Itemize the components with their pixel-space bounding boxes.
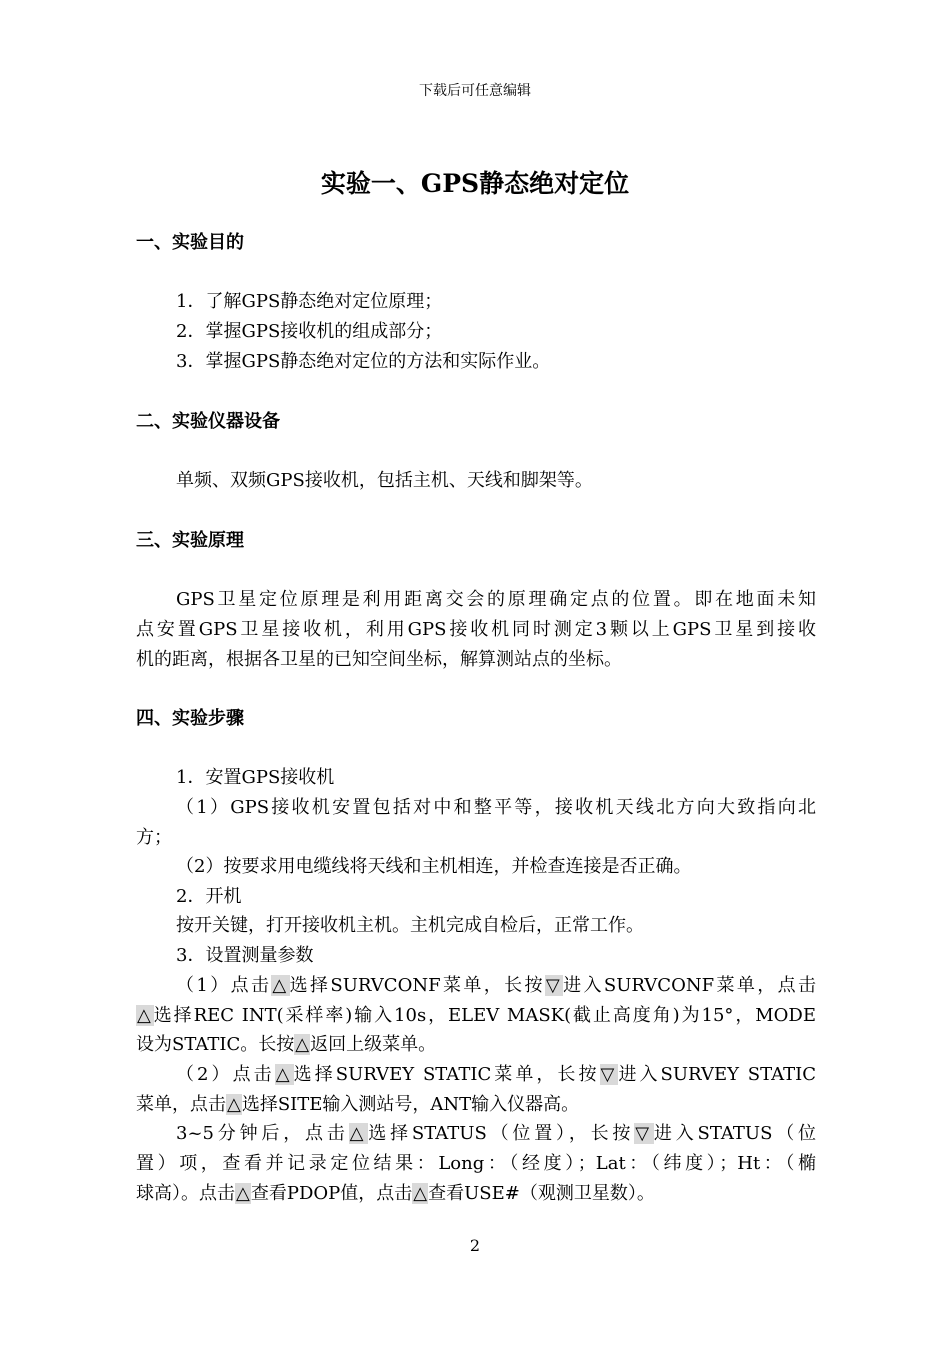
step1-title: 1．安置GPS接收机 [176, 767, 335, 788]
text-run: 进入STATUS（位 [653, 1123, 817, 1144]
triangle-up-icon: △ [413, 1183, 428, 1204]
text-run: 查看PDOP值，点击 [250, 1183, 413, 1204]
text-run: 选择SITE输入测站号，ANT输入仪器高。 [241, 1094, 580, 1115]
section-heading-principle: 三、实验原理 [136, 530, 244, 551]
page-title: 实验一、GPS静态绝对定位 [320, 169, 630, 198]
step3-p2-line1 [176, 1063, 816, 1087]
equipment-text: 单频、双频GPS接收机，包括主机、天线和脚架等。 [176, 470, 593, 491]
text-run: 选择REC INT(采样率)输入10s，ELEV MASK(截止高度角)为15°，MODE [153, 1005, 817, 1026]
triangle-up-icon: △ [137, 1005, 153, 1026]
text-run: （2）点击 [176, 1064, 275, 1085]
text-run: （1）点击 [176, 975, 272, 996]
step3-p3-line1 [176, 1122, 816, 1146]
triangle-up-icon: △ [272, 975, 289, 996]
step3-p3-line3 [136, 1182, 816, 1206]
step3-p1-line1 [176, 974, 816, 998]
step1-a-line1: （1）GPS接收机安置包括对中和整平等，接收机天线北方向大致指向北 [176, 797, 816, 818]
purpose-item-2: 2．掌握GPS接收机的组成部分； [176, 321, 443, 342]
page-number: 2 [469, 1236, 481, 1255]
text-run: 返回上级菜单。 [310, 1034, 437, 1055]
step3-p3-line2: 置）项，查看并记录定位结果：Long：（经度）；Lat：（纬度）；Ht：（椭 [136, 1153, 816, 1174]
triangle-up-icon: △ [236, 1183, 250, 1204]
triangle-up-icon: △ [275, 1064, 293, 1085]
section-heading-purpose: 一、实验目的 [136, 232, 244, 253]
step3-p1-line2 [136, 1004, 816, 1028]
text-run: 球高）。点击 [136, 1183, 235, 1204]
step1-b: （2）按要求用电缆线将天线和主机相连，并检查连接是否正确。 [176, 856, 692, 877]
text-run: 进入SURVCONF菜单，点击 [563, 975, 817, 996]
principle-line-1: GPS卫星定位原理是利用距离交会的原理确定点的位置。即在地面未知 [176, 589, 816, 610]
text-run: 3~5分钟后，点击 [176, 1123, 349, 1144]
text-run: 设为STATIC。长按 [136, 1034, 295, 1055]
triangle-down-icon: ▽ [600, 1064, 618, 1085]
step1-a-line2: 方； [136, 827, 172, 848]
principle-line-2: 点安置GPS卫星接收机，利用GPS接收机同时测定3颗以上GPS卫星到接收 [136, 619, 816, 640]
step2-body: 按开关键，打开接收机主机。主机完成自检后，正常工作。 [176, 915, 644, 936]
step3-title: 3．设置测量参数 [176, 945, 314, 966]
triangle-up-icon: △ [349, 1123, 368, 1144]
step3-p1-line3 [136, 1033, 816, 1057]
step3-p2-line2 [136, 1093, 816, 1117]
header-note: 下载后可任意编辑 [419, 83, 531, 99]
purpose-item-3: 3．掌握GPS静态绝对定位的方法和实际作业。 [176, 351, 551, 372]
triangle-down-icon: ▽ [545, 975, 563, 996]
purpose-item-1: 1．了解GPS静态绝对定位原理； [176, 291, 443, 312]
text-run: 菜单，点击 [136, 1094, 226, 1115]
triangle-down-icon: ▽ [635, 1123, 653, 1144]
text-run: 选择SURVCONF菜单，长按 [289, 975, 545, 996]
text-run: 进入SURVEY STATIC [618, 1064, 817, 1085]
text-run: 选择SURVEY STATIC菜单，长按 [293, 1064, 600, 1085]
text-run: 选择STATUS（位置），长按 [368, 1123, 635, 1144]
step2-title: 2．开机 [176, 886, 242, 907]
section-heading-steps: 四、实验步骤 [136, 708, 244, 729]
text-run: 查看USE#（观测卫星数）。 [428, 1183, 655, 1204]
principle-line-3: 机的距离，根据各卫星的已知空间坐标，解算测站点的坐标。 [136, 649, 622, 670]
triangle-up-icon: △ [295, 1034, 310, 1055]
triangle-up-icon: △ [227, 1094, 241, 1115]
section-heading-equipment: 二、实验仪器设备 [136, 411, 280, 432]
